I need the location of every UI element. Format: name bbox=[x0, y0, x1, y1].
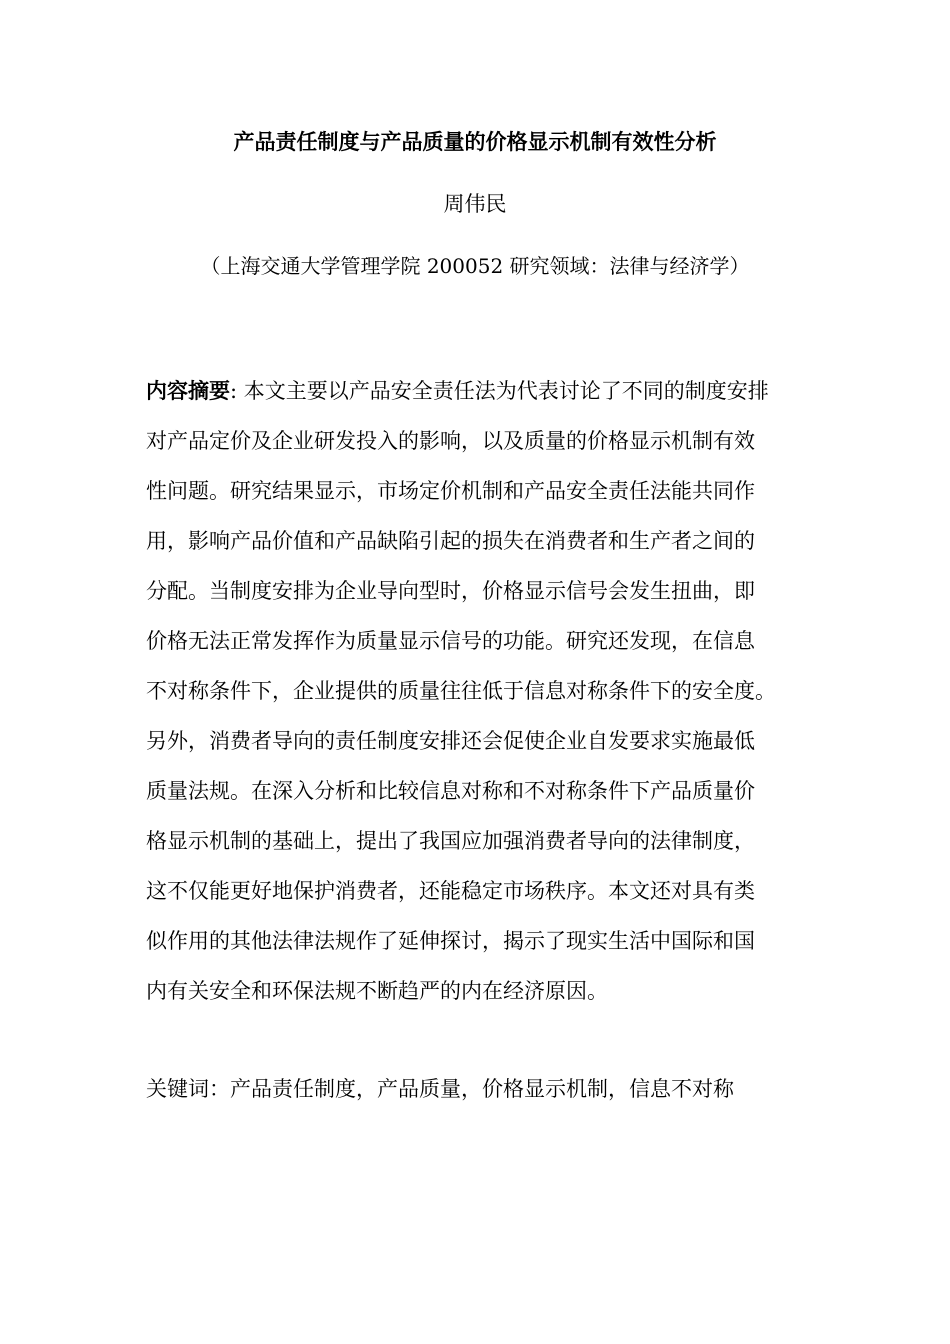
abstract-line: 格显示机制的基础上，提出了我国应加强消费者导向的法律制度， bbox=[146, 829, 755, 853]
abstract-line: 价格无法正常发挥作为质量显示信号的功能。研究还发现，在信息 bbox=[146, 629, 755, 653]
abstract-line: 内有关安全和环保法规不断趋严的内在经济原因。 bbox=[146, 979, 608, 1003]
abstract-line: 用，影响产品价值和产品缺陷引起的损失在消费者和生产者之间的 bbox=[146, 529, 755, 553]
abstract-line: 另外，消费者导向的责任制度安排还会促使企业自发要求实施最低 bbox=[146, 729, 755, 753]
abstract-line: 性问题。研究结果显示，市场定价机制和产品安全责任法能共同作 bbox=[146, 479, 755, 503]
abstract-text: : 本文主要以产品安全责任法为代表讨论了不同的制度安排 bbox=[230, 379, 769, 403]
abstract-line bbox=[146, 376, 814, 426]
author-name: 周伟民 bbox=[443, 192, 507, 216]
abstract bbox=[146, 376, 814, 1026]
abstract-line: 这不仅能更好地保护消费者，还能稳定市场秩序。本文还对具有类 bbox=[146, 879, 755, 903]
abstract-line: 质量法规。在深入分析和比较信息对称和不对称条件下产品质量价 bbox=[146, 779, 755, 803]
abstract-label: 内容摘要 bbox=[146, 378, 230, 403]
abstract-line: 似作用的其他法律法规作了延伸探讨，揭示了现实生活中国际和国 bbox=[146, 929, 755, 953]
author-affiliation: （上海交通大学管理学院 200052 研究领域：法律与经济学） bbox=[200, 254, 750, 278]
abstract-line: 对产品定价及企业研发投入的影响，以及质量的价格显示机制有效 bbox=[146, 429, 755, 453]
paper-title: 产品责任制度与产品质量的价格显示机制有效性分析 bbox=[233, 129, 717, 154]
abstract-line: 分配。当制度安排为企业导向型时，价格显示信号会发生扭曲，即 bbox=[146, 579, 755, 603]
keywords: 关键词：产品责任制度，产品质量，价格显示机制，信息不对称 bbox=[146, 1077, 734, 1101]
abstract-line: 不对称条件下，企业提供的质量往往低于信息对称条件下的安全度。 bbox=[146, 679, 776, 703]
